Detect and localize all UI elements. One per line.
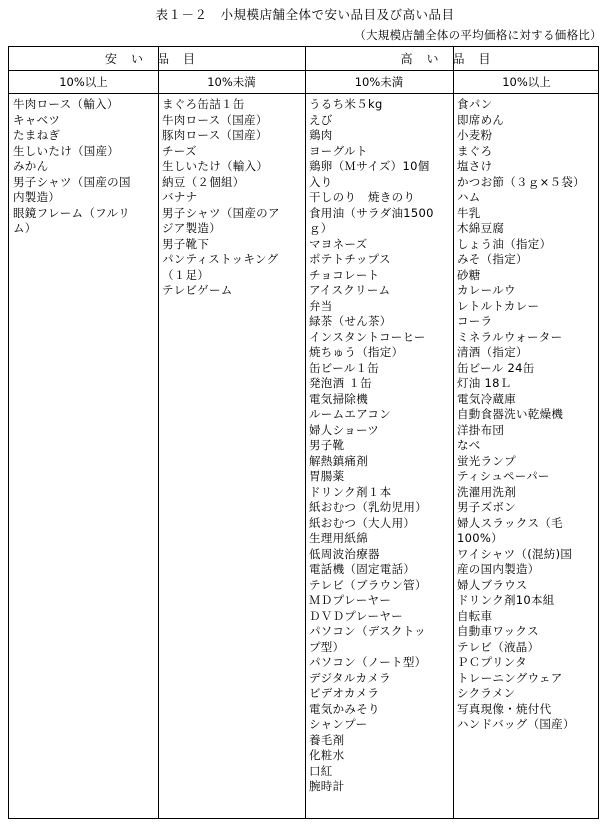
list-item: 男子ズボン — [457, 500, 516, 514]
list-item: チーズ — [162, 143, 197, 158]
list-item: まぐろ缶詰１缶 — [162, 97, 245, 111]
list-item: 砂糖 — [457, 267, 481, 282]
list-item: 口紅 — [309, 763, 333, 778]
column-expensive-10plus — [457, 97, 598, 733]
list-item: 紙おむつ（大人用） — [309, 515, 416, 530]
list-item: うるち米５kg — [309, 97, 383, 111]
list-item: ルームエアコン — [309, 407, 392, 421]
list-item: 豚肉ロース（国産） — [162, 128, 268, 142]
list-item: ハンドバッグ（国産） — [457, 717, 575, 731]
list-item: アイスクリーム — [309, 283, 391, 297]
list-item: 鶏肉 — [309, 128, 333, 142]
list-item: ビデオカメラ — [309, 686, 380, 700]
list-item: 洗濯用洗剤 — [457, 484, 516, 499]
list-item: 生理用紙綿 — [309, 531, 368, 545]
list-item: 男子靴 — [309, 438, 345, 452]
list-item: みかん — [13, 159, 49, 173]
list-item: 化粧水 — [309, 748, 345, 762]
list-item: ＤＶＤプレーヤー — [309, 608, 403, 623]
list-item: ｇ） — [309, 221, 333, 235]
list-item: コーラ — [457, 314, 493, 328]
list-item: テレビ（ブラウン管） — [309, 577, 427, 592]
list-item: シャンプー — [309, 717, 368, 731]
list-item: 自転車 — [457, 608, 493, 623]
list-item: 男子シャツ（国産のア — [162, 205, 280, 220]
list-item: 電気掃除機 — [309, 391, 368, 406]
subheader-expensive-10plus: 10%以上 — [502, 75, 551, 89]
header-divider — [9, 70, 598, 71]
list-item: 電気冷蔵庫 — [457, 391, 516, 406]
list-item: えび — [309, 112, 333, 127]
list-item: なべ — [457, 438, 481, 452]
list-item: パソコン（ノート型） — [309, 655, 427, 669]
list-item: 産の国内製造） — [457, 562, 540, 576]
list-item: マヨネーズ — [309, 236, 368, 251]
list-item: 焼ちゅう（指定） — [309, 345, 404, 359]
list-item: まぐろ — [457, 143, 493, 158]
list-item: 男子シャツ（国産の国 — [13, 174, 131, 189]
header-cheap: 安い品目 — [104, 52, 209, 66]
list-item: 腕時計 — [309, 779, 345, 793]
list-item: 発泡酒 １缶 — [309, 376, 372, 390]
list-item: デジタルカメラ — [309, 670, 391, 685]
list-item: ヨーグルト — [309, 143, 368, 158]
list-item: バナナ — [162, 190, 198, 204]
list-item: ドリンク剤10本組 — [457, 593, 555, 607]
page-subtitle: （大規模店舗全体の平均価格に対する価格比） — [354, 28, 602, 42]
price-comparison-table — [8, 46, 599, 819]
list-item: （１足） — [162, 267, 210, 282]
list-item: シクラメン — [457, 686, 516, 700]
list-item: インスタントコーヒー — [309, 329, 426, 344]
list-item: 生しいたけ（国産） — [13, 143, 120, 158]
column-cheap-under10 — [162, 97, 303, 299]
list-item: 缶ビール１缶 — [309, 360, 380, 375]
list-item: プ型） — [309, 639, 345, 654]
list-item: ドリンク剤１本 — [309, 484, 392, 499]
list-item: 婦人ブラウス — [457, 577, 528, 592]
list-item: テレビ（液晶） — [457, 639, 540, 654]
subheader-expensive-under10: 10%未満 — [354, 75, 404, 89]
list-item: 婦人スラックス（毛 — [457, 515, 563, 530]
list-item: 内製造） — [13, 190, 61, 204]
column-expensive-under10 — [309, 97, 451, 795]
list-item: 電気かみそり — [309, 701, 380, 716]
list-item: 蛍光ランプ — [457, 453, 516, 468]
list-item: パンティストッキング — [162, 252, 279, 266]
list-item: 木綿豆腐 — [457, 221, 505, 235]
list-item: 自動食器洗い乾燥機 — [457, 407, 564, 421]
column-divider — [453, 47, 454, 818]
list-item: しょう油（指定） — [457, 236, 552, 251]
list-item: ＰＣプリンタ — [457, 655, 527, 669]
list-item: テレビゲーム — [162, 283, 233, 297]
list-item: トレーニングウェア — [457, 670, 563, 685]
page-title: 表１－２ 小規模店舗全体で安い品目及び高い品目 — [155, 7, 455, 22]
list-item: パソコン（デスクトッ — [309, 624, 426, 638]
list-item: ジア製造） — [162, 221, 221, 235]
list-item: 電話機（固定電話） — [309, 562, 416, 576]
list-item: かつお節（３ｇ×５袋） — [457, 174, 585, 189]
list-item: チョコレート — [309, 267, 380, 282]
list-item: ポテトチップス — [309, 252, 391, 266]
list-item: ワイシャツ（(混紡)国 — [457, 546, 573, 561]
list-item: 自動車ワックス — [457, 624, 539, 638]
list-item: カレールウ — [457, 283, 516, 297]
list-item: 弁当 — [309, 298, 333, 313]
group-divider — [305, 47, 306, 818]
list-item: 入り — [309, 174, 333, 189]
list-item: 灯油 18Ｌ — [457, 376, 512, 390]
list-item: 干しのり 焼きのり — [309, 190, 416, 204]
list-item: 100%） — [457, 531, 503, 545]
list-item: レトルトカレー — [457, 298, 540, 313]
list-item: ＭＤプレーヤー — [309, 593, 392, 607]
list-item: 婦人ショーツ — [309, 422, 380, 437]
subheader-divider — [9, 93, 598, 94]
header-expensive: 高い品目 — [400, 52, 505, 66]
list-item: たまねぎ — [13, 128, 61, 142]
list-item: 眼鏡フレーム（フルリ — [13, 205, 131, 220]
subheader-cheap-10plus: 10%以上 — [59, 75, 108, 89]
list-item: 即席めん — [457, 112, 505, 127]
list-item: 牛肉ロース（輸入） — [13, 97, 119, 111]
list-item: 男子靴下 — [162, 236, 210, 251]
list-item: 紙おむつ（乳幼児用） — [309, 500, 427, 514]
list-item: 鶏卵（Ｍサイズ）10個 — [309, 159, 430, 173]
column-divider — [158, 47, 159, 818]
list-item: 緑茶（せん茶） — [309, 314, 392, 328]
list-item: 清酒（指定） — [457, 345, 528, 359]
list-item: 食パン — [457, 97, 493, 111]
list-item: 食用油（サラダ油1500 — [309, 205, 434, 220]
list-item: ミネラルウォーター — [457, 329, 563, 344]
list-item: 胃腸薬 — [309, 469, 345, 483]
list-item: みそ（指定） — [457, 252, 528, 266]
list-item: キャベツ — [13, 112, 61, 127]
subheader-cheap-under10: 10%未満 — [207, 75, 256, 89]
list-item: 塩さけ — [457, 159, 493, 173]
list-item: ハム — [457, 190, 481, 204]
list-item: 生しいたけ（輸入） — [162, 159, 269, 173]
list-item: 缶ビール 24缶 — [457, 360, 535, 375]
list-item: 牛乳 — [457, 205, 481, 220]
list-item: ム） — [13, 221, 37, 235]
list-item: 洋掛布団 — [457, 422, 505, 437]
list-item: 養毛剤 — [309, 732, 345, 747]
list-item: 解熱鎮痛剤 — [309, 453, 368, 468]
list-item: 低周波治療器 — [309, 546, 380, 561]
column-cheap-10plus — [13, 97, 156, 237]
list-item: ティシュペーパー — [457, 469, 550, 483]
list-item: 納豆（２個組） — [162, 174, 245, 189]
list-item: 小麦粉 — [457, 128, 493, 142]
list-item: 牛肉ロース（国産） — [162, 112, 268, 127]
list-item: 写真現像・焼付代 — [457, 701, 552, 716]
